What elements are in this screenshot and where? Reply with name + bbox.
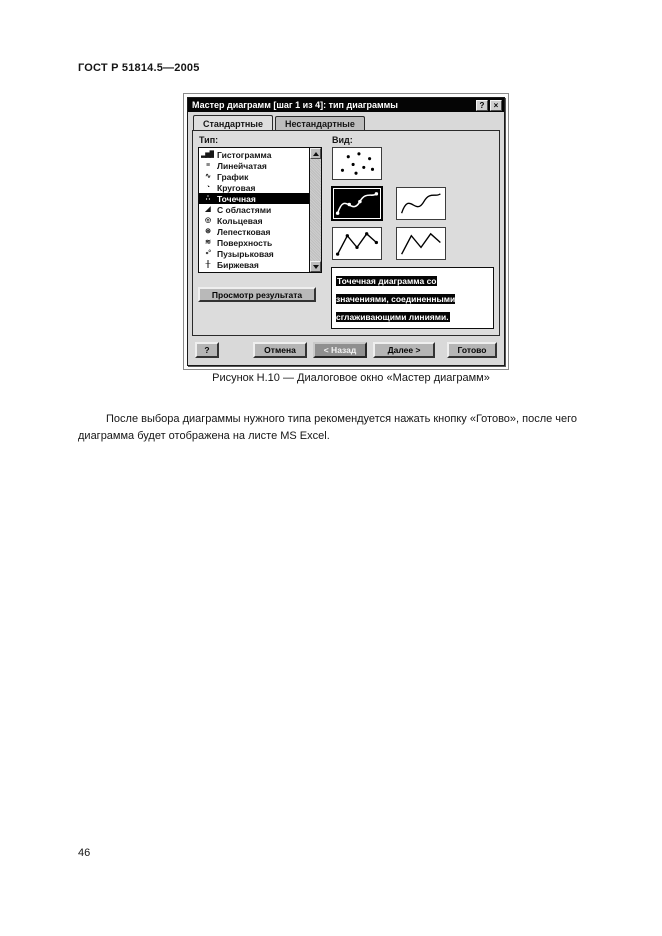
line-chart-icon: ∿ bbox=[205, 172, 210, 180]
chart-type-item[interactable] bbox=[199, 160, 309, 171]
surface-chart-icon: ≋ bbox=[205, 238, 210, 246]
list-scrollbar[interactable] bbox=[309, 148, 321, 272]
subtype-description-box bbox=[331, 267, 494, 329]
column-chart-icon: ▂▅▇ bbox=[201, 150, 214, 158]
chart-type-label: Биржевая bbox=[217, 259, 259, 270]
chart-type-item[interactable] bbox=[199, 215, 309, 226]
chart-type-listbox[interactable] bbox=[198, 147, 322, 273]
subtype-scatter-smooth-markers[interactable] bbox=[332, 187, 382, 220]
chart-type-label: Лепестковая bbox=[217, 226, 271, 237]
next-button[interactable]: Далее > bbox=[373, 342, 435, 358]
chart-type-item[interactable] bbox=[199, 248, 309, 259]
dialog-titlebar[interactable] bbox=[188, 98, 504, 112]
pie-chart-icon: ◔ bbox=[205, 183, 210, 191]
screenshot-frame bbox=[183, 93, 509, 370]
scroll-up-icon[interactable] bbox=[310, 148, 321, 159]
chart-type-label: Гистограмма bbox=[217, 149, 272, 160]
dialog-title: Мастер диаграмм [шаг 1 из 4]: тип диаграммы bbox=[192, 100, 398, 110]
preview-result-button[interactable]: Просмотр результата bbox=[198, 287, 316, 302]
stock-chart-icon: ╫ bbox=[205, 260, 210, 268]
view-label: Вид: bbox=[332, 135, 353, 145]
subtype-scatter-smooth[interactable] bbox=[396, 187, 446, 220]
tab-custom[interactable]: Нестандартные bbox=[275, 116, 365, 131]
subtype-description: Точечная диаграмма со значениями, соединенными сглаживающими линиями. bbox=[336, 276, 456, 322]
chart-type-label: Линейчатая bbox=[217, 160, 267, 171]
radar-chart-icon: ⊛ bbox=[205, 227, 210, 235]
scrollbar-track[interactable] bbox=[310, 159, 321, 261]
dialog-button-row bbox=[188, 336, 504, 365]
finish-button[interactable]: Готово bbox=[447, 342, 497, 358]
bubble-chart-icon: ∘° bbox=[204, 249, 211, 257]
scatter-chart-icon: ∴ bbox=[205, 194, 210, 202]
chart-type-label: С областями bbox=[217, 204, 272, 215]
chart-type-label: Поверхность bbox=[217, 237, 273, 248]
chart-type-item[interactable] bbox=[199, 226, 309, 237]
area-chart-icon: ◢ bbox=[205, 205, 210, 213]
subtype-scatter-lines-markers[interactable] bbox=[332, 227, 382, 260]
standard-tab-panel bbox=[192, 130, 500, 336]
scroll-down-icon[interactable] bbox=[310, 261, 321, 272]
chart-type-label: Точечная bbox=[217, 193, 256, 204]
chart-type-label: Кольцевая bbox=[217, 215, 263, 226]
figure-caption: Рисунок Н.10 — Диалоговое окно «Мастер диаграмм» bbox=[212, 372, 490, 384]
tab-standard[interactable]: Стандартные bbox=[193, 115, 273, 130]
cancel-button[interactable]: Отмена bbox=[253, 342, 307, 358]
chart-type-item[interactable] bbox=[199, 182, 309, 193]
titlebar-help-icon[interactable]: ? bbox=[476, 100, 488, 111]
body-paragraph: После выбора диаграммы нужного типа рекомендуется нажать кнопку «Готово», после чего диаграмма будет отображена на листе MS Excel. bbox=[78, 413, 578, 442]
chart-type-item[interactable] bbox=[199, 193, 309, 204]
chart-subtype-grid bbox=[332, 147, 494, 260]
doughnut-chart-icon: ◎ bbox=[204, 216, 211, 224]
subtype-scatter-markers[interactable] bbox=[332, 147, 382, 180]
tab-strip bbox=[188, 112, 504, 130]
page-number: 46 bbox=[78, 847, 91, 859]
back-button[interactable]: < Назад bbox=[313, 342, 367, 358]
chart-type-item[interactable] bbox=[199, 149, 309, 160]
help-button[interactable]: ? bbox=[195, 342, 219, 358]
chart-type-label: Пузырьковая bbox=[217, 248, 274, 259]
subtype-scatter-lines[interactable] bbox=[396, 227, 446, 260]
bar-chart-icon: ≡ bbox=[205, 161, 210, 169]
chart-type-item[interactable] bbox=[199, 171, 309, 182]
chart-type-item[interactable] bbox=[199, 237, 309, 248]
chart-type-label: Круговая bbox=[217, 182, 256, 193]
chart-wizard-dialog bbox=[187, 97, 505, 366]
type-label: Тип: bbox=[199, 135, 219, 145]
document-header: ГОСТ Р 51814.5—2005 bbox=[78, 62, 200, 74]
chart-type-item[interactable] bbox=[199, 204, 309, 215]
chart-type-item[interactable] bbox=[199, 259, 309, 270]
close-icon[interactable]: × bbox=[490, 100, 502, 111]
chart-type-label: График bbox=[217, 171, 249, 182]
